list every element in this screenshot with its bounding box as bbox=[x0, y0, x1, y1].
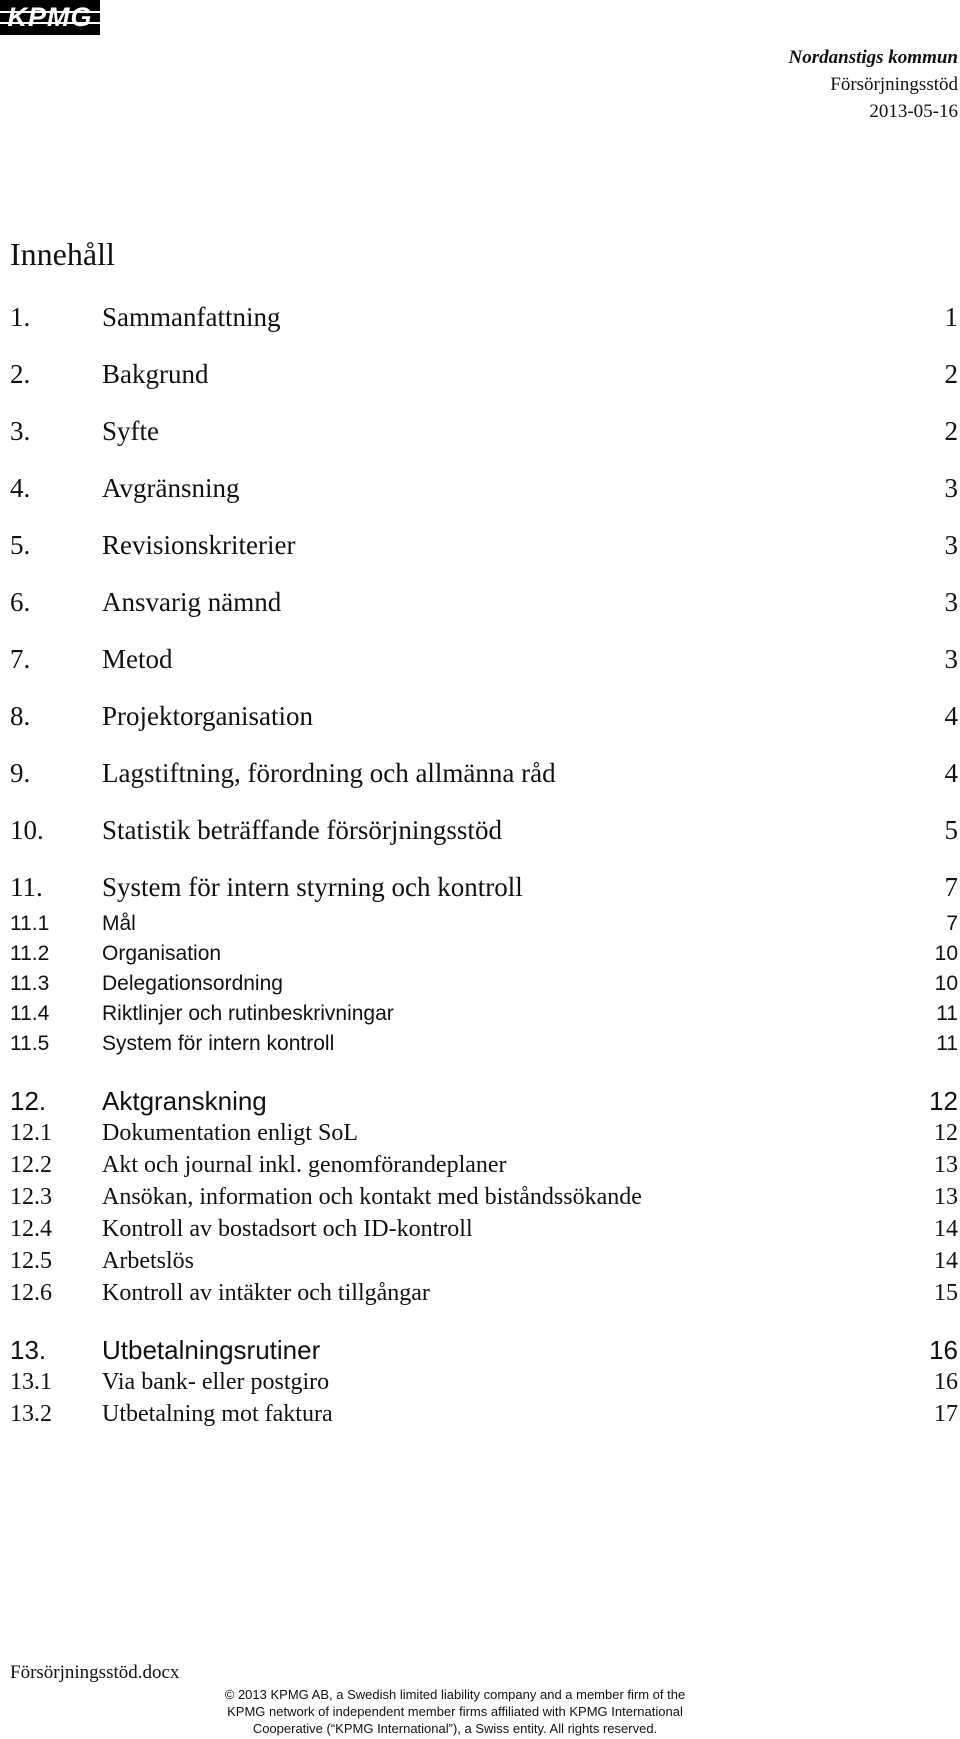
toc-entry-11-5[interactable] bbox=[10, 1029, 958, 1059]
toc-entry-11-3[interactable] bbox=[10, 969, 958, 999]
toc-entry-title: Mål bbox=[102, 912, 136, 935]
toc-entry-title: Metod bbox=[102, 644, 173, 674]
toc-entry-number: 1. bbox=[10, 302, 31, 332]
toc-entry-number: 12.1 bbox=[10, 1120, 52, 1146]
toc-entry-13-2[interactable] bbox=[10, 1399, 958, 1429]
toc-entry-5[interactable] bbox=[10, 527, 958, 563]
toc-entry-number: 11.1 bbox=[10, 912, 50, 935]
toc-entry-13[interactable] bbox=[10, 1332, 958, 1368]
toc-entry-title: System för intern styrning och kontroll bbox=[102, 872, 523, 902]
toc-entry-number: 12.5 bbox=[10, 1248, 52, 1274]
toc-entry-number: 6. bbox=[10, 587, 31, 617]
organization-name: Nordanstigs kommun bbox=[788, 47, 958, 68]
toc-entry-page: 4 bbox=[944, 701, 958, 731]
toc-entry-number: 12.4 bbox=[10, 1216, 52, 1242]
logo-text: KPMG bbox=[7, 2, 93, 32]
toc-entry-page: 10 bbox=[934, 972, 958, 995]
copyright-line: © 2013 KPMG AB, a Swedish limited liability company and a member firm of the bbox=[224, 1687, 686, 1702]
copyright-line: KPMG network of independent member firms affiliated with KPMG International bbox=[227, 1704, 683, 1719]
toc-entry-number: 5. bbox=[10, 530, 31, 560]
toc-entry-number: 11.2 bbox=[10, 942, 50, 965]
toc-entry-number: 13.1 bbox=[10, 1369, 52, 1395]
toc-entry-page: 5 bbox=[944, 815, 958, 845]
toc-entry-8[interactable] bbox=[10, 698, 958, 734]
toc-entry-title: Dokumentation enligt SoL bbox=[102, 1120, 358, 1146]
toc-entry-title: Organisation bbox=[102, 942, 222, 965]
toc-entry-title: Delegationsordning bbox=[102, 972, 283, 995]
toc-entry-page: 11 bbox=[936, 1002, 958, 1025]
toc-entry-11-4[interactable] bbox=[10, 999, 958, 1029]
toc-entry-title: Kontroll av intäkter och tillgångar bbox=[102, 1280, 430, 1306]
kpmg-logo bbox=[0, 0, 100, 35]
toc-entry-11-1[interactable] bbox=[10, 909, 958, 939]
toc-entry-title: Utbetalningsrutiner bbox=[102, 1335, 321, 1365]
toc-entry-title: Avgränsning bbox=[102, 473, 240, 503]
copyright-line: Cooperative (“KPMG International”), a Swiss entity. All rights reserved. bbox=[252, 1721, 658, 1736]
toc-entry-page: 3 bbox=[944, 530, 958, 560]
toc-entry-title: Bakgrund bbox=[102, 359, 209, 389]
toc-entry-number: 10. bbox=[10, 815, 44, 845]
toc-entry-page: 17 bbox=[934, 1401, 958, 1427]
toc-entry-12-1[interactable] bbox=[10, 1118, 958, 1148]
toc-entry-title: Statistik beträffande försörjningsstöd bbox=[102, 815, 502, 845]
toc-entry-title: Arbetslös bbox=[102, 1248, 194, 1274]
toc-entry-page: 2 bbox=[944, 359, 958, 389]
toc-entry-3[interactable] bbox=[10, 413, 958, 449]
toc-entry-title: Syfte bbox=[102, 416, 159, 446]
toc-entry-number: 12.3 bbox=[10, 1184, 52, 1210]
toc-entry-page: 10 bbox=[934, 942, 958, 965]
toc-entry-10[interactable] bbox=[10, 812, 958, 848]
toc-entry-number: 12. bbox=[10, 1086, 47, 1116]
toc-entry-number: 12.6 bbox=[10, 1280, 52, 1306]
toc-entry-title: Ansvarig nämnd bbox=[102, 587, 282, 617]
toc-entry-page: 7 bbox=[944, 872, 958, 902]
toc-entry-page: 1 bbox=[944, 302, 958, 332]
toc-entry-page: 14 bbox=[934, 1248, 958, 1274]
toc-entry-title: Ansökan, information och kontakt med biståndssökande bbox=[102, 1184, 642, 1210]
toc-entry-title: Aktgranskning bbox=[102, 1086, 267, 1116]
toc-entry-9[interactable] bbox=[10, 755, 958, 791]
toc-entry-title: Utbetalning mot faktura bbox=[102, 1401, 333, 1427]
toc-entry-title: Projektorganisation bbox=[102, 701, 313, 731]
toc-entry-2[interactable] bbox=[10, 356, 958, 392]
toc-entry-number: 12.2 bbox=[10, 1152, 52, 1178]
toc-entry-12-2[interactable] bbox=[10, 1150, 958, 1180]
toc-entry-page: 2 bbox=[944, 416, 958, 446]
toc-entry-title: Sammanfattning bbox=[102, 302, 281, 332]
toc-entry-12-4[interactable] bbox=[10, 1214, 958, 1244]
toc-entry-page: 14 bbox=[934, 1216, 958, 1242]
toc-entry-number: 11.3 bbox=[10, 972, 50, 995]
toc-entry-number: 13.2 bbox=[10, 1401, 52, 1427]
toc-entry-page: 16 bbox=[929, 1335, 958, 1365]
toc-entry-page: 13 bbox=[934, 1184, 958, 1210]
footer-filename: Försörjningsstöd.docx bbox=[10, 1662, 180, 1683]
toc-entry-page: 16 bbox=[934, 1369, 958, 1395]
toc-heading: Innehåll bbox=[10, 236, 115, 272]
toc-entry-13-1[interactable] bbox=[10, 1367, 958, 1397]
toc-entry-title: Akt och journal inkl. genomförandeplaner bbox=[102, 1152, 507, 1178]
toc-entry-number: 2. bbox=[10, 359, 31, 389]
toc-entry-number: 4. bbox=[10, 473, 31, 503]
toc-entry-number: 11. bbox=[10, 872, 43, 902]
toc-entry-title: Lagstiftning, förordning och allmänna råd bbox=[102, 758, 556, 788]
toc-entry-11[interactable] bbox=[10, 869, 958, 905]
toc-entry-page: 12 bbox=[934, 1120, 958, 1146]
toc-entry-number: 3. bbox=[10, 416, 31, 446]
toc-entry-page: 13 bbox=[934, 1152, 958, 1178]
toc-entry-11-2[interactable] bbox=[10, 939, 958, 969]
toc-entry-12-3[interactable] bbox=[10, 1182, 958, 1212]
toc-entry-page: 11 bbox=[936, 1032, 958, 1055]
toc-entry-title: System för intern kontroll bbox=[102, 1032, 335, 1055]
toc-entry-title: Riktlinjer och rutinbeskrivningar bbox=[102, 1002, 394, 1025]
toc-entry-title: Kontroll av bostadsort och ID-kontroll bbox=[102, 1216, 473, 1242]
toc-entry-12-5[interactable] bbox=[10, 1246, 958, 1276]
toc-entry-page: 3 bbox=[944, 644, 958, 674]
toc-entry-12[interactable] bbox=[10, 1083, 958, 1119]
toc-entry-number: 11.5 bbox=[10, 1032, 50, 1055]
toc-entry-page: 15 bbox=[934, 1280, 958, 1306]
toc-entry-title: Via bank- eller postgiro bbox=[102, 1369, 330, 1395]
toc-entry-number: 11.4 bbox=[10, 1002, 50, 1025]
toc-entry-page: 12 bbox=[929, 1086, 958, 1116]
toc-entry-number: 13. bbox=[10, 1335, 47, 1365]
toc-entry-12-6[interactable] bbox=[10, 1278, 958, 1308]
toc-entry-page: 3 bbox=[944, 473, 958, 503]
toc-entry-page: 7 bbox=[946, 912, 958, 935]
footer-copyright bbox=[220, 1686, 690, 1737]
toc-entry-number: 9. bbox=[10, 758, 31, 788]
toc-entry-1[interactable] bbox=[10, 299, 958, 335]
toc-entry-title: Revisionskriterier bbox=[102, 530, 296, 560]
toc-entry-number: 7. bbox=[10, 644, 31, 674]
document-date: 2013-05-16 bbox=[869, 101, 958, 122]
toc-entry-page: 3 bbox=[944, 587, 958, 617]
document-subject: Försörjningsstöd bbox=[830, 74, 958, 95]
document-meta bbox=[789, 44, 958, 125]
toc-entry-7[interactable] bbox=[10, 641, 958, 677]
toc-entry-number: 8. bbox=[10, 701, 31, 731]
toc-entry-4[interactable] bbox=[10, 470, 958, 506]
toc-entry-page: 4 bbox=[944, 758, 958, 788]
toc-entry-6[interactable] bbox=[10, 584, 958, 620]
